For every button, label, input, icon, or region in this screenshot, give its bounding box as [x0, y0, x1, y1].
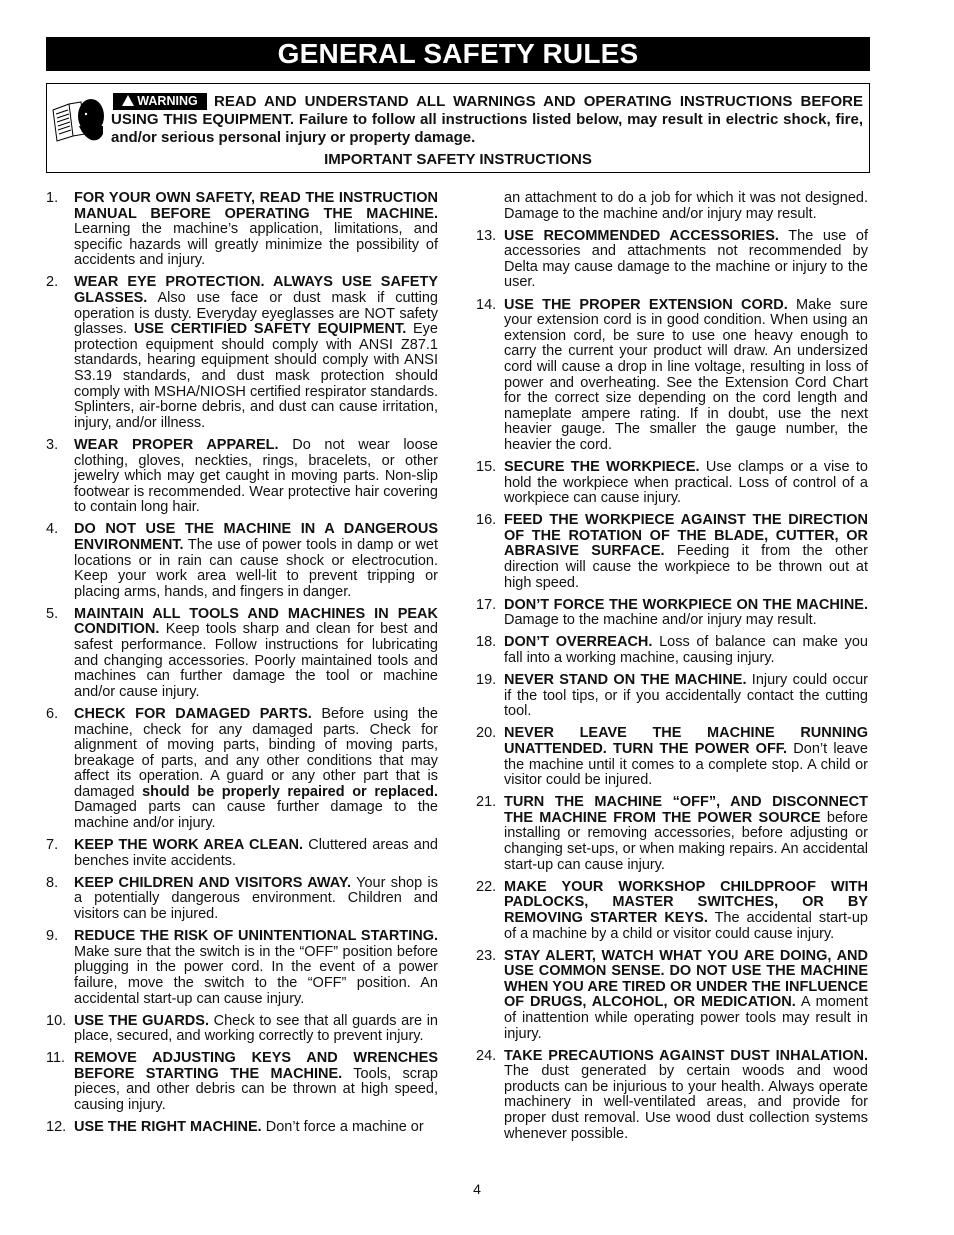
rule-heading: REMOVE ADJUSTING KEYS AND WRENCHES BEFORE STARTING THE MACHINE.: [74, 1050, 438, 1082]
rule-text: The accidental start-up of a machine by a child or visitor could cause injury.: [504, 909, 868, 942]
rule-heading: DO NOT USE THE MACHINE IN A DANGEROUS ENVIRONMENT.: [74, 521, 438, 553]
rule-text-secondary: Damaged parts can cause further damage to the machine and/or injury.: [74, 799, 438, 832]
rule-heading: TURN THE MACHINE “OFF”, AND DISCONNECT THE MACHINE FROM THE POWER SOURCE: [504, 794, 868, 826]
rule-number: 23.: [476, 947, 497, 964]
safety-rule: [46, 275, 438, 431]
rule-number: 14.: [476, 296, 497, 313]
rule-number: 5.: [46, 605, 59, 622]
rule-text: A moment of inattention while operating power tools may result in injury.: [504, 994, 868, 1042]
rule-number: 3.: [46, 436, 59, 453]
safety-rule: [476, 795, 868, 873]
safety-rule: [46, 1014, 438, 1045]
warning-subheading: IMPORTANT SAFETY INSTRUCTIONS: [324, 151, 592, 168]
rule-text: Learning the machine’s application, limitations, and specific hazards will greatly minimize the possibility of accidents and injury.: [74, 221, 438, 269]
rule-text: Make sure your extension cord is in good condition. When using an extension cord, be sure to use one heavy enough to carry the current your product will draw. An undersized cord will cause a drop in line voltage, resulting in loss of power and overheating. See the Extension Cord Chart for the correct size depending on the cord length and nameplate ampere rating. If in doubt, use the next heavier gauge. The smaller the gauge number, the heavier the cord.: [504, 296, 868, 453]
rule-heading: KEEP CHILDREN AND VISITORS AWAY.: [74, 874, 352, 891]
rule-number: 2.: [46, 274, 59, 291]
rule-text: Feeding it from the other direction will cause the workpiece to be thrown out at high speed.: [504, 543, 868, 591]
rule-heading-secondary: USE CERTIFIED SAFETY EQUIPMENT.: [133, 321, 407, 338]
rule-number: 4.: [46, 521, 59, 538]
rule-heading: NEVER LEAVE THE MACHINE RUNNING UNATTENDED. TURN THE POWER OFF.: [504, 725, 868, 757]
safety-rule: [46, 607, 438, 701]
rule-heading: MAKE YOUR WORKSHOP CHILDPROOF WITH PADLOCKS, MASTER SWITCHES, OR BY REMOVING STARTER KEYS.: [504, 878, 868, 926]
rules-left-column: [46, 191, 438, 1142]
safety-rule: [46, 1051, 438, 1113]
rule-heading: STAY ALERT, WATCH WHAT YOU ARE DOING, AND USE COMMON SENSE. DO NOT USE THE MACHINE WHEN YOU ARE TIRED OR UNDER THE INFLUENCE OF DRUGS, ALCOHOL, OR MEDICATION.: [504, 947, 868, 1011]
rule-text: Also use face or dust mask if cutting operation is dusty. Everyday eyeglasses are NOT safety glasses.: [74, 290, 438, 338]
page-title: GENERAL SAFETY RULES: [46, 37, 870, 71]
safety-rule: [46, 438, 438, 516]
warning-box: [46, 83, 870, 173]
rule-text: Tools, scrap pieces, and other debris can be thrown at high speed, causing injury.: [74, 1065, 438, 1114]
rule-text: Injury could occur if the tool tips, or if you accidentally contact the cutting tool.: [504, 672, 868, 720]
rule-heading: FOR YOUR OWN SAFETY, READ THE INSTRUCTION MANUAL BEFORE OPERATING THE MACHINE.: [74, 190, 438, 222]
rule-heading: USE THE PROPER EXTENSION CORD.: [504, 296, 788, 313]
rules-right-column: [476, 191, 868, 1149]
rule-number: 24.: [476, 1047, 497, 1064]
safety-rule: [46, 707, 438, 832]
rule-number: 1.: [46, 190, 59, 206]
rule-number: 9.: [46, 928, 59, 945]
safety-rule: [46, 838, 438, 869]
rule-heading: USE THE GUARDS.: [74, 1012, 209, 1029]
rule-text: Don’t leave the machine until it comes to a complete stop. A child or visitor could be injured.: [504, 741, 868, 789]
safety-rule: [476, 460, 868, 507]
rule-heading: SECURE THE WORKPIECE.: [504, 459, 700, 475]
rule-number: 16.: [476, 512, 497, 529]
safety-rule: [46, 522, 438, 600]
safety-rule: [476, 635, 868, 666]
rule-number: 22.: [476, 878, 497, 895]
rule-text: Keep tools sharp and clean for best and safest performance. Follow instructions for lubricating and changing accessories. Poorly maintained tools and machines can further damage the tool or machine and/or cause injury.: [74, 621, 438, 700]
rule-number: 21.: [476, 794, 497, 811]
rule-heading-secondary: should be properly repaired or replaced.: [142, 783, 438, 800]
rule-text: before installing or removing accessories, before adjusting or changing set-ups, or when making repairs. An accidental start-up can cause injury.: [504, 809, 868, 873]
safety-rule: [476, 298, 868, 454]
rule-text: The dust generated by certain woods and wood products can be injurious to your health. Always operate machinery in well-ventilated areas, and provide for proper dust removal. Use wood dust collection systems whenever possible.: [504, 1063, 868, 1142]
safety-rule: [476, 949, 868, 1043]
rule-text: Loss of balance can make you fall into a working machine, causing injury.: [504, 634, 868, 667]
rule-text: The use of power tools in damp or wet locations or in rain can cause shock or electrocution. Keep your work area well-lit to prevent tripping or placing arms, hands, and fingers in danger.: [74, 536, 438, 600]
rule-number: 8.: [46, 874, 59, 891]
rule-text: Your shop is a potentially dangerous environment. Children and visitors can be injured.: [74, 874, 438, 923]
rule-number: 6.: [46, 705, 59, 722]
rule-number: 10.: [46, 1012, 67, 1029]
rule-heading: DON’T OVERREACH.: [504, 634, 653, 651]
rule-heading: NEVER STAND ON THE MACHINE.: [504, 672, 747, 689]
warning-text: READ AND UNDERSTAND ALL WARNINGS AND OPERATING INSTRUCTIONS BEFORE USING THIS EQUIPMENT. Failure to follow all instructions listed below, may result in electric shock, fire, and/or serious personal injury or property damage.: [111, 93, 863, 146]
rule-text-secondary: Eye protection equipment should comply with ANSI Z87.1 standards, hearing equipment should comply with ANSI S3.19 standards, and dust mask protection should comply with MSHA/NIOSH certified respirator standards. Splinters, air-borne debris, and dust can cause irritation, injury, and/or illness.: [74, 321, 438, 431]
rule-text: Cluttered areas and benches invite accidents.: [74, 837, 438, 869]
rule-heading: CHECK FOR DAMAGED PARTS.: [74, 705, 312, 722]
warning-badge: WARNING: [113, 93, 207, 110]
rule-number: 15.: [476, 459, 497, 475]
rule-heading: DON’T FORCE THE WORKPIECE ON THE MACHINE.: [504, 596, 868, 613]
safety-rule: [46, 191, 438, 269]
rule-text: Use clamps or a vise to hold the workpiece when practical. Loss of control of a workpiece can cause injury.: [504, 459, 868, 507]
rule-text: Make sure that the switch is in the “OFF” position before plugging in the power cord. In the event of a power failure, move the switch to the “OFF” position. An accidental start-up can cause injury.: [74, 943, 438, 1007]
safety-rule: [46, 929, 438, 1007]
rule-text: Damage to the machine and/or injury may result.: [504, 612, 817, 629]
read-manual-icon: [51, 96, 105, 144]
rule-number: 7.: [46, 837, 59, 854]
rule-number: 13.: [476, 227, 497, 244]
rule-12-continued: an attachment to do a job for which it was not designed. Damage to the machine and/or injury may result.: [504, 190, 868, 222]
rule-number: 19.: [476, 672, 497, 689]
rule-heading: KEEP THE WORK AREA CLEAN.: [74, 837, 304, 854]
safety-rule: [476, 673, 868, 720]
safety-rule: [476, 726, 868, 788]
safety-rule: [46, 1120, 438, 1136]
safety-rule: [46, 876, 438, 923]
rule-number: 12.: [46, 1119, 67, 1136]
safety-rule: [476, 513, 868, 591]
rule-text: The use of accessories and attachments not recommended by Delta may cause damage to the machine or injury to the user.: [504, 227, 869, 291]
rule-heading: FEED THE WORKPIECE AGAINST THE DIRECTION OF THE ROTATION OF THE BLADE, CUTTER, OR ABRASIVE SURFACE.: [504, 512, 868, 560]
rule-heading: TAKE PRECAUTIONS AGAINST DUST INHALATION.: [504, 1047, 868, 1064]
safety-rule: [476, 598, 868, 629]
rule-number: 11.: [46, 1050, 66, 1067]
rule-heading: MAINTAIN ALL TOOLS AND MACHINES IN PEAK CONDITION.: [74, 605, 438, 638]
safety-rule: [476, 1049, 868, 1143]
rule-text: Do not wear loose clothing, gloves, neckties, rings, bracelets, or other jewelry which may get caught in moving parts. Non-slip footwear is recommended. Wear protective hair covering to contain long hair.: [74, 436, 438, 516]
rule-number: 20.: [476, 725, 497, 742]
safety-rule: [476, 880, 868, 942]
page-number: 4: [473, 1181, 481, 1197]
rule-heading: WEAR PROPER APPAREL.: [74, 436, 279, 453]
rule-heading: USE RECOMMENDED ACCESSORIES.: [504, 227, 779, 244]
rule-number: 17.: [476, 596, 497, 613]
safety-rule: [476, 229, 868, 291]
rule-heading: USE THE RIGHT MACHINE.: [74, 1119, 262, 1136]
rule-heading: WEAR EYE PROTECTION. ALWAYS USE SAFETY GLASSES.: [74, 274, 438, 307]
rule-text: Don’t force a machine or: [261, 1119, 424, 1136]
rule-text: Check to see that all guards are in place, secured, and working correctly to prevent injury.: [74, 1012, 438, 1045]
rule-number: 18.: [476, 634, 497, 651]
rule-text: Before using the machine, check for any damaged parts. Check for alignment of moving parts, binding of moving parts, breakage of parts, and any other conditions that may affect its operation. A guard or any other part that is damaged: [74, 705, 438, 800]
rule-heading: REDUCE THE RISK OF UNINTENTIONAL STARTING.: [74, 928, 438, 945]
